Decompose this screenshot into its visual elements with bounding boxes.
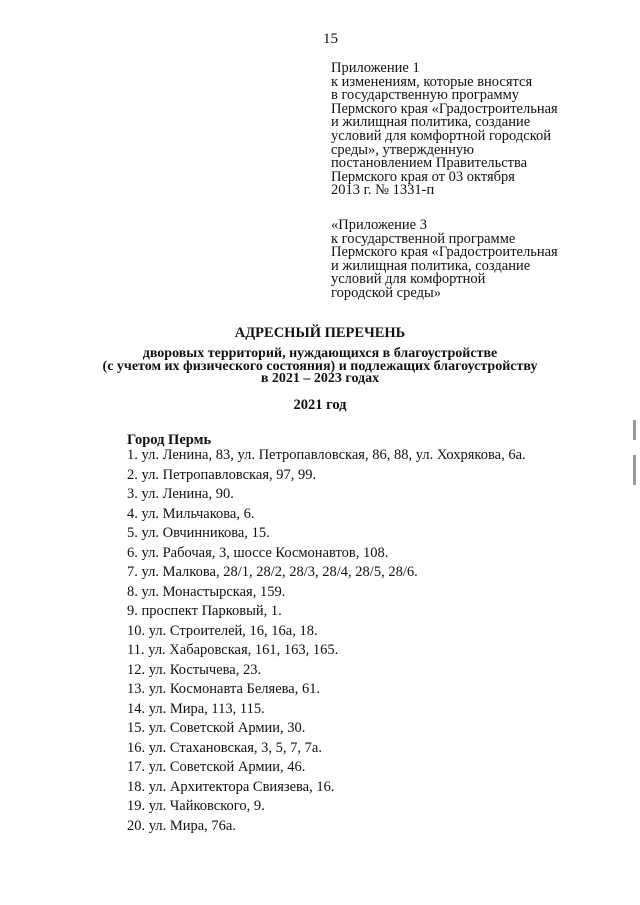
address-item: 8. ул. Монастырская, 159. [127, 583, 286, 600]
address-item: 2. ул. Петропавловская, 97, 99. [127, 466, 317, 483]
address-item: 14. ул. Мира, 113, 115. [127, 700, 265, 717]
page-number: 15 [323, 31, 338, 47]
annex-3-line: к государственной программе [331, 230, 516, 247]
address-item: 19. ул. Чайковского, 9. [127, 798, 265, 814]
address-item: 20. ул. Мира, 76а. [127, 817, 236, 834]
annex-1-line: и жилищная политика, создание [331, 114, 531, 131]
address-item: 11. ул. Хабаровская, 161, 163, 165. [127, 642, 339, 658]
address-item: 13. ул. Космонавта Беляева, 61. [127, 681, 321, 697]
annex-3-line: и жилищная политика, создание [331, 257, 531, 274]
address-item: 12. ул. Костычева, 23. [127, 661, 262, 678]
annex-1-line: к изменениям, которые вносятся [331, 73, 533, 90]
annex-1-line: в государственную программу [331, 87, 520, 104]
address-item: 16. ул. Стахановская, 3, 5, 7, 7а. [127, 739, 322, 756]
annex-1-line: Приложение 1 [331, 60, 420, 76]
annex-3-line: городской среды» [331, 284, 441, 301]
city-heading: Город Пермь [127, 432, 212, 448]
annex-1-line: 2013 г. № 1331-п [331, 182, 435, 199]
year-heading: 2021 год [293, 397, 347, 413]
document-title: АДРЕСНЫЙ ПЕРЕЧЕНЬ [234, 325, 406, 341]
address-item: 7. ул. Малкова, 28/1, 28/2, 28/3, 28/4, 28/5, 28/6. [127, 564, 418, 580]
subtitle-line: в 2021 – 2023 годах [260, 371, 380, 386]
annex-3-line: «Приложение 3 [331, 217, 427, 233]
annex-3-header [331, 219, 558, 301]
annex-1-line: Пермского края от 03 октября [331, 168, 515, 185]
annex-1-line: условий для комфортной городской [331, 127, 552, 144]
address-item: 10. ул. Строителей, 16, 16а, 18. [127, 622, 318, 639]
annex-1-line: Пермского края «Градостроительная [331, 100, 558, 117]
annex-1-line: среды», утвержденную [331, 141, 475, 158]
address-item: 3. ул. Ленина, 90. [127, 486, 234, 502]
address-item: 17. ул. Советской Армии, 46. [127, 759, 306, 775]
scan-edge-mark [633, 455, 636, 485]
address-item: 5. ул. Овчинникова, 15. [127, 525, 270, 541]
address-item: 1. ул. Ленина, 83, ул. Петропавловская, 86, 88, ул. Хохрякова, 6а. [127, 447, 526, 463]
annex-1-line: постановлением Правительства [331, 155, 528, 172]
address-item: 4. ул. Мильчакова, 6. [127, 505, 255, 522]
subtitle-line: (с учетом их физического состояния) и подлежащих благоустройству [102, 358, 538, 374]
address-item: 9. проспект Парковый, 1. [127, 603, 282, 619]
annex-3-line: Пермского края «Градостроительная [331, 244, 558, 261]
scan-edge-mark [633, 420, 636, 440]
document-subtitle [0, 348, 640, 386]
address-item: 18. ул. Архитектора Свиязева, 16. [127, 778, 335, 795]
subtitle-line: дворовых территорий, нуждающихся в благоустройстве [142, 346, 498, 361]
annex-3-line: условий для комфортной [331, 271, 486, 288]
address-list [127, 446, 526, 836]
address-item: 15. ул. Советской Армии, 30. [127, 720, 306, 736]
annex-1-header [331, 62, 558, 198]
address-item: 6. ул. Рабочая, 3, шоссе Космонавтов, 108. [127, 544, 389, 561]
